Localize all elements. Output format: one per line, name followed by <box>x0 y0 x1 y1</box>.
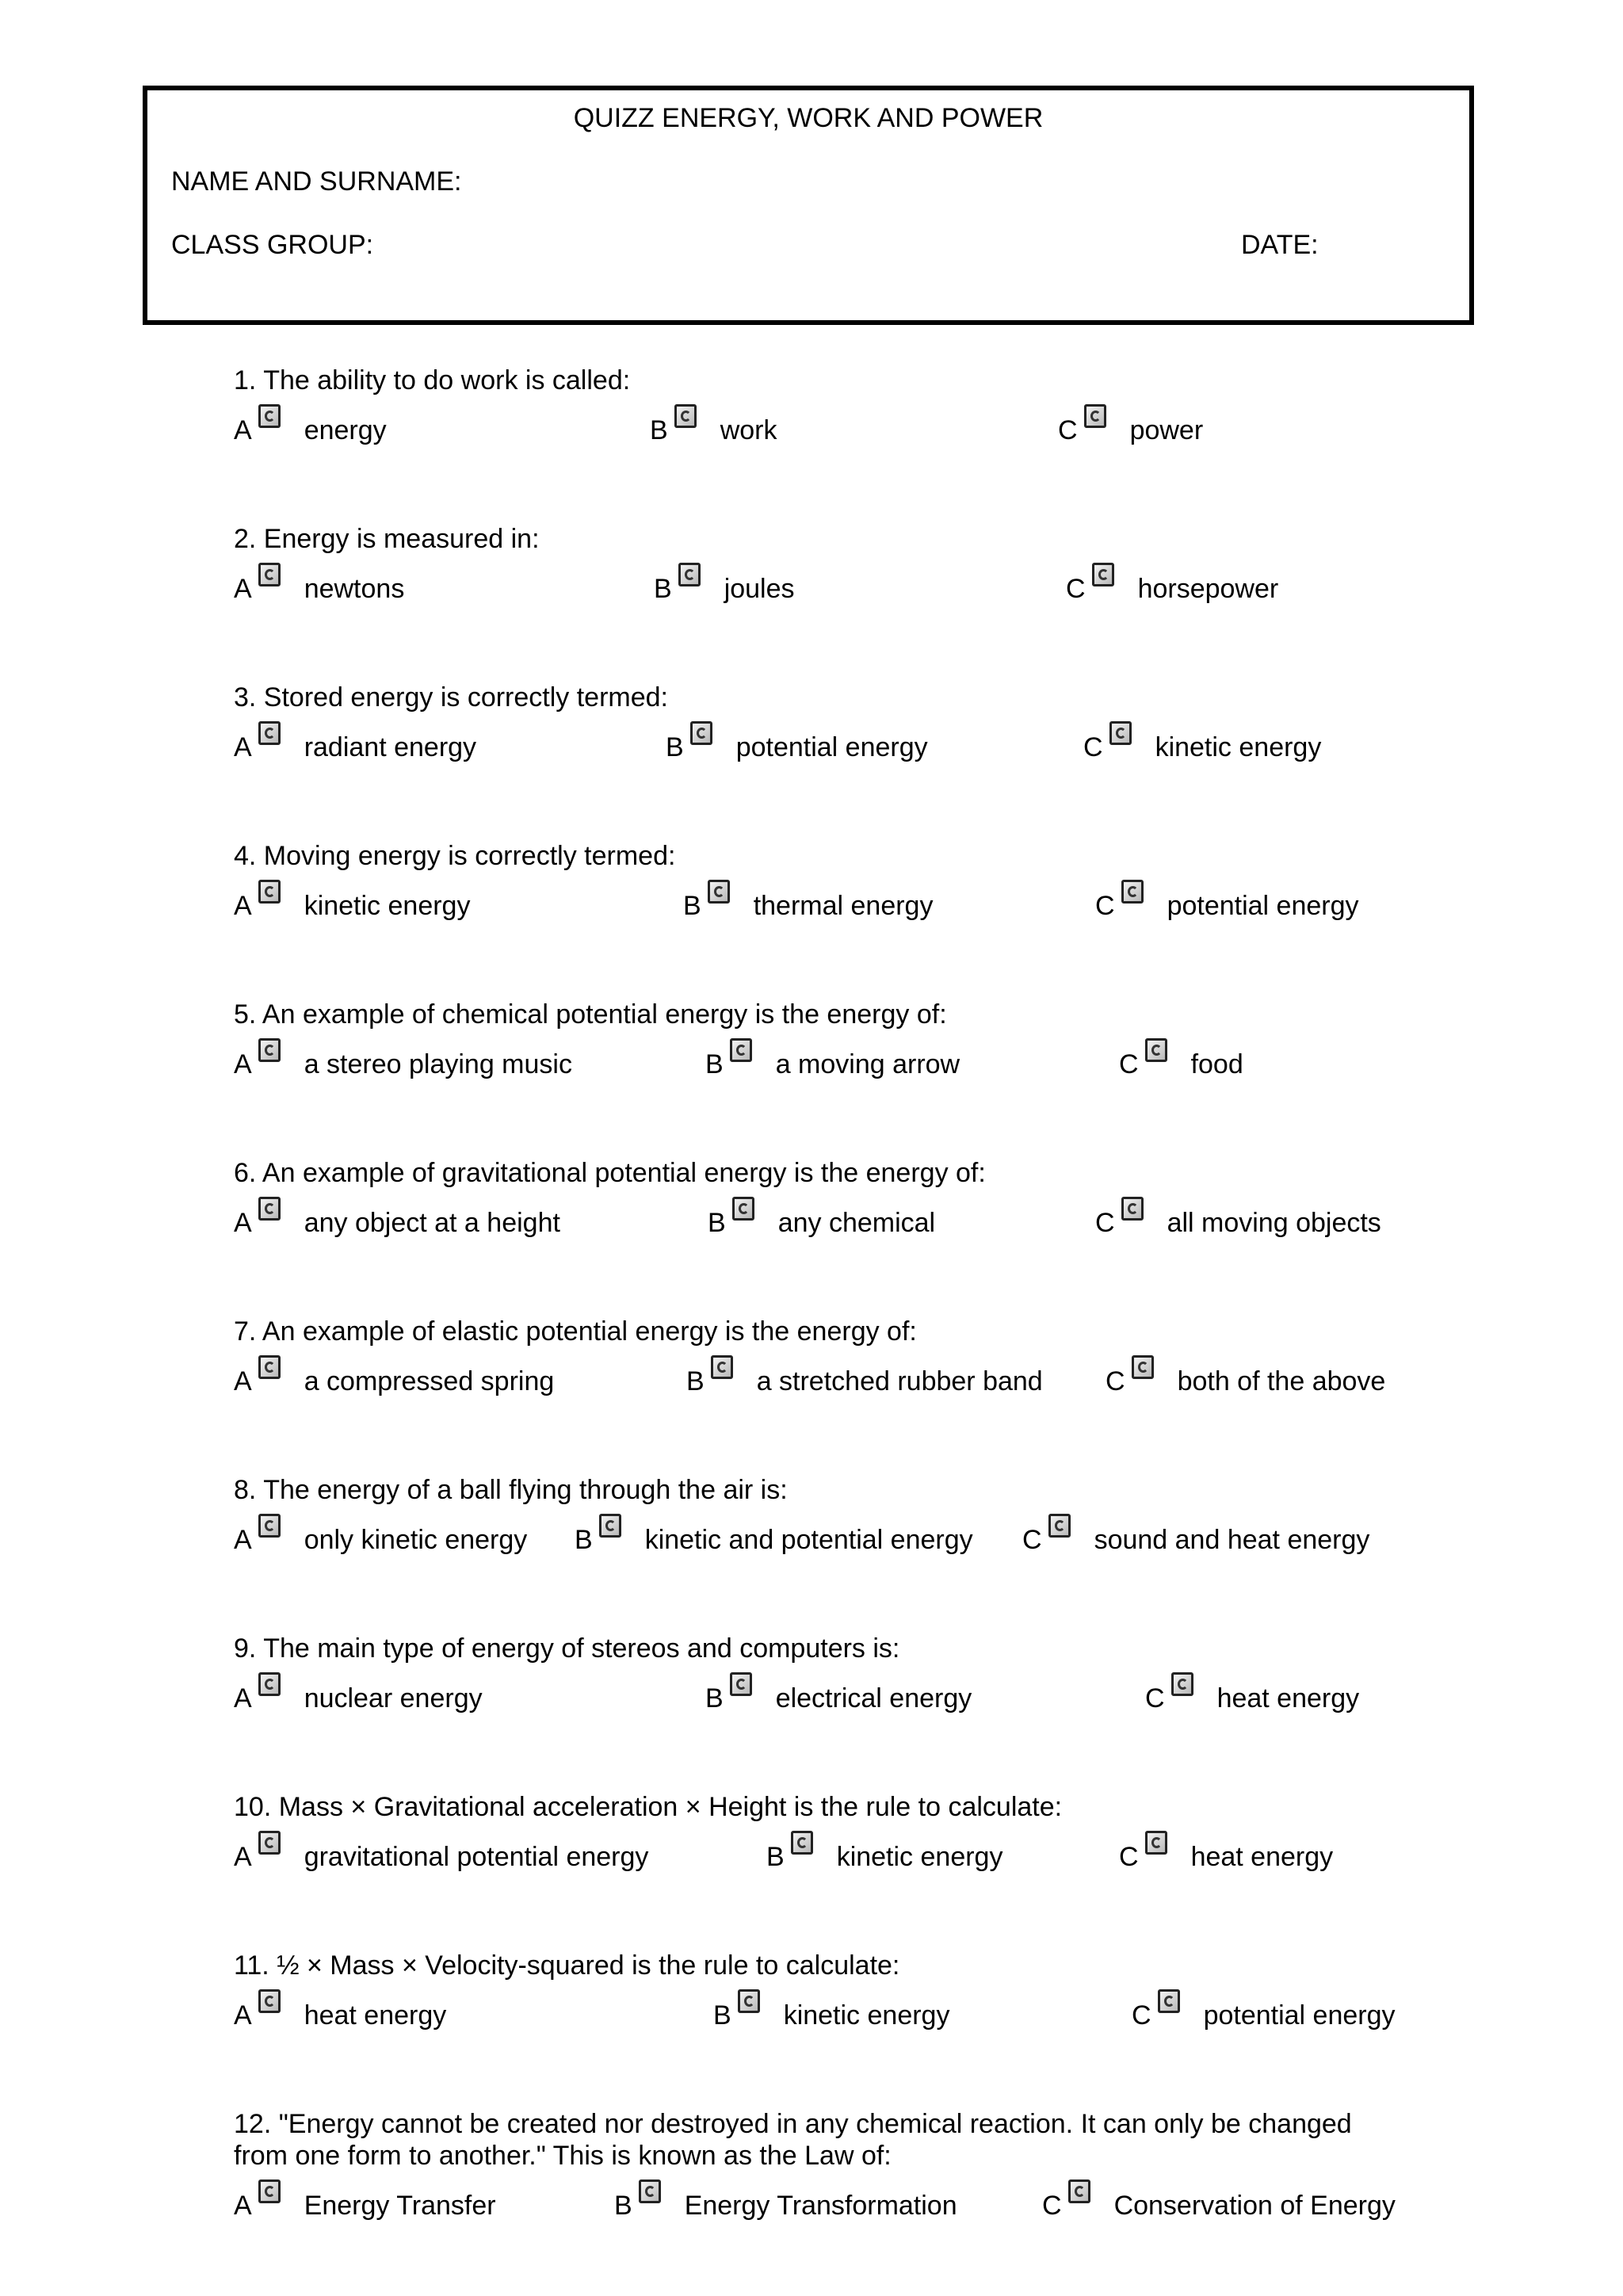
option-letter: B <box>614 2191 632 2221</box>
option-c[interactable] <box>1066 564 1278 605</box>
option-letter: C <box>1042 2191 1062 2221</box>
checkbox-icon[interactable] <box>258 721 281 745</box>
option-letter: B <box>766 1842 785 1872</box>
option-label: heat energy <box>1216 1683 1360 1713</box>
option-b[interactable] <box>713 1991 949 2031</box>
checkbox-icon[interactable] <box>1048 1514 1071 1538</box>
option-letter: A <box>234 1208 252 1238</box>
option-letter: C <box>1083 732 1103 762</box>
option-letter: C <box>1132 2000 1151 2030</box>
checkbox-icon[interactable] <box>708 880 730 904</box>
question-text: 9. The main type of energy of stereos and computers is: <box>234 1633 900 1664</box>
checkbox-icon[interactable] <box>1145 1831 1167 1855</box>
option-a[interactable] <box>234 2181 496 2222</box>
option-c[interactable] <box>1095 1198 1381 1239</box>
option-c[interactable] <box>1058 406 1203 446</box>
option-label: kinetic energy <box>783 2000 950 2030</box>
option-b[interactable] <box>666 723 928 763</box>
option-label: potential energy <box>1167 891 1359 921</box>
checkbox-icon[interactable] <box>1121 1197 1144 1221</box>
option-letter: C <box>1119 1842 1139 1872</box>
option-letter: C <box>1106 1366 1125 1396</box>
option-label: kinetic energy <box>304 891 471 921</box>
checkbox-icon[interactable] <box>791 1831 813 1855</box>
option-c[interactable] <box>1022 1515 1369 1556</box>
option-a[interactable] <box>234 1198 560 1239</box>
option-letter: B <box>713 2000 731 2030</box>
option-a[interactable] <box>234 1991 446 2031</box>
checkbox-icon[interactable] <box>738 1989 760 2013</box>
question-text: 11. ½ × Mass × Velocity-squared is the rule to calculate: <box>234 1950 900 1981</box>
option-label: Conservation of Energy <box>1113 2191 1396 2221</box>
option-c[interactable] <box>1083 723 1321 763</box>
checkbox-icon[interactable] <box>1158 1989 1180 2013</box>
checkbox-icon[interactable] <box>730 1038 752 1062</box>
question-11 <box>234 1950 1502 2108</box>
option-letter: B <box>686 1366 705 1396</box>
option-letter: B <box>654 574 672 604</box>
option-label: heat energy <box>304 2000 447 2030</box>
option-letter: B <box>683 891 701 921</box>
option-label: kinetic and potential energy <box>644 1525 973 1555</box>
option-c[interactable] <box>1119 1040 1243 1080</box>
checkbox-icon[interactable] <box>258 880 281 904</box>
option-a[interactable] <box>234 1832 648 1873</box>
option-label: work <box>720 415 777 445</box>
option-label: any object at a height <box>304 1208 560 1238</box>
option-label: kinetic energy <box>836 1842 1003 1872</box>
option-label: horsepower <box>1137 574 1279 604</box>
checkbox-icon[interactable] <box>1092 563 1114 586</box>
option-b[interactable] <box>705 1040 960 1080</box>
name-label: NAME AND SURNAME: <box>171 166 462 197</box>
option-c[interactable] <box>1119 1832 1333 1873</box>
option-label: only kinetic energy <box>304 1525 528 1555</box>
checkbox-icon[interactable] <box>1084 404 1106 428</box>
question-2 <box>234 523 1502 682</box>
option-label: a stereo playing music <box>304 1049 572 1079</box>
question-text: 7. An example of elastic potential energy is the energy of: <box>234 1316 917 1347</box>
option-letter: B <box>705 1683 724 1713</box>
checkbox-icon[interactable] <box>1171 1672 1193 1696</box>
option-c[interactable] <box>1145 1674 1359 1714</box>
checkbox-icon[interactable] <box>639 2179 661 2203</box>
checkbox-icon[interactable] <box>1145 1038 1167 1062</box>
option-label: a compressed spring <box>304 1366 555 1396</box>
option-label: joules <box>724 574 795 604</box>
checkbox-icon[interactable] <box>258 1197 281 1221</box>
option-letter: C <box>1066 574 1086 604</box>
option-a[interactable] <box>234 1040 572 1080</box>
option-letter: C <box>1145 1683 1165 1713</box>
question-text: 12. "Energy cannot be created nor destroyed in any chemical reaction. It can only be changed from one form to another." This is known as the Law of: <box>234 2109 1352 2171</box>
option-b[interactable] <box>705 1674 972 1714</box>
option-letter: A <box>234 574 252 604</box>
option-letter: B <box>708 1208 726 1238</box>
option-label: radiant energy <box>304 732 477 762</box>
option-letter: A <box>234 1683 252 1713</box>
checkbox-icon[interactable] <box>711 1355 733 1379</box>
question-text: 4. Moving energy is correctly termed: <box>234 841 676 871</box>
option-a[interactable] <box>234 1515 527 1556</box>
checkbox-icon[interactable] <box>1109 721 1132 745</box>
question-1 <box>234 365 1502 523</box>
option-label: power <box>1129 415 1204 445</box>
option-label: Energy Transfer <box>304 2191 496 2221</box>
checkbox-icon[interactable] <box>258 1038 281 1062</box>
checkbox-icon[interactable] <box>690 721 712 745</box>
question-text: 3. Stored energy is correctly termed: <box>234 682 669 712</box>
question-text: 8. The energy of a ball flying through the air is: <box>234 1475 788 1505</box>
question-10 <box>234 1791 1502 1950</box>
option-letter: A <box>234 2191 252 2221</box>
question-text: 1. The ability to do work is called: <box>234 365 631 395</box>
option-label: nuclear energy <box>304 1683 483 1713</box>
checkbox-icon[interactable] <box>258 1989 281 2013</box>
question-4 <box>234 840 1502 999</box>
question-text: 5. An example of chemical potential energy is the energy of: <box>234 999 947 1030</box>
option-label: heat energy <box>1190 1842 1334 1872</box>
question-8 <box>234 1474 1502 1633</box>
option-letter: C <box>1095 891 1115 921</box>
checkbox-icon[interactable] <box>678 563 701 586</box>
option-letter: C <box>1095 1208 1115 1238</box>
option-b[interactable] <box>766 1832 1002 1873</box>
option-b[interactable] <box>650 406 777 446</box>
option-a[interactable] <box>234 564 404 605</box>
checkbox-icon[interactable] <box>258 1514 281 1538</box>
question-text: 6. An example of gravitational potential energy is the energy of: <box>234 1158 986 1188</box>
option-label: food <box>1190 1049 1243 1079</box>
checkbox-icon[interactable] <box>258 2179 281 2203</box>
option-a[interactable] <box>234 406 387 446</box>
option-label: electrical energy <box>775 1683 972 1713</box>
option-letter: B <box>650 415 668 445</box>
option-c[interactable] <box>1095 881 1359 922</box>
checkbox-icon[interactable] <box>732 1197 754 1221</box>
option-letter: C <box>1058 415 1078 445</box>
question-7 <box>234 1316 1502 1474</box>
option-letter: A <box>234 1842 252 1872</box>
option-label: thermal energy <box>753 891 934 921</box>
quiz-title: QUIZZ ENERGY, WORK AND POWER <box>573 103 1044 133</box>
option-letter: B <box>705 1049 724 1079</box>
option-letter: A <box>234 415 252 445</box>
option-label: Energy Transformation <box>684 2191 957 2221</box>
option-letter: A <box>234 891 252 921</box>
option-c[interactable] <box>1042 2181 1396 2222</box>
option-label: any chemical <box>777 1208 936 1238</box>
option-a[interactable] <box>234 723 476 763</box>
option-label: sound and heat energy <box>1094 1525 1370 1555</box>
question-5 <box>234 999 1502 1157</box>
checkbox-icon[interactable] <box>730 1672 752 1696</box>
option-c[interactable] <box>1132 1991 1396 2031</box>
option-label: both of the above <box>1177 1366 1386 1396</box>
question-12 <box>234 2108 1502 2267</box>
option-label: kinetic energy <box>1155 732 1322 762</box>
checkbox-icon[interactable] <box>1068 2179 1090 2203</box>
option-letter: C <box>1119 1049 1139 1079</box>
checkbox-icon[interactable] <box>258 1355 281 1379</box>
option-b[interactable] <box>683 881 933 922</box>
option-letter: A <box>234 1366 252 1396</box>
option-letter: B <box>575 1525 593 1555</box>
option-c[interactable] <box>1106 1357 1385 1397</box>
option-a[interactable] <box>234 1357 554 1397</box>
option-label: energy <box>304 415 387 445</box>
option-letter: A <box>234 1049 252 1079</box>
question-3 <box>234 682 1502 840</box>
date-label: DATE: <box>1241 230 1319 260</box>
option-label: potential energy <box>1203 2000 1396 2030</box>
checkbox-icon[interactable] <box>258 1672 281 1696</box>
option-letter: A <box>234 732 252 762</box>
question-text: 10. Mass × Gravitational acceleration × Height is the rule to calculate: <box>234 1792 1063 1822</box>
option-b[interactable] <box>686 1357 1043 1397</box>
option-letter: C <box>1022 1525 1042 1555</box>
option-b[interactable] <box>708 1198 935 1239</box>
option-letter: B <box>666 732 684 762</box>
checkbox-icon[interactable] <box>1132 1355 1154 1379</box>
checkbox-icon[interactable] <box>1121 880 1144 904</box>
checkbox-icon[interactable] <box>599 1514 621 1538</box>
option-label: newtons <box>304 574 405 604</box>
option-a[interactable] <box>234 881 470 922</box>
class-label: CLASS GROUP: <box>171 230 374 260</box>
option-label: a stretched rubber band <box>756 1366 1043 1396</box>
option-b[interactable] <box>614 2181 957 2222</box>
option-label: all moving objects <box>1167 1208 1381 1238</box>
option-b[interactable] <box>575 1515 973 1556</box>
option-label: a moving arrow <box>775 1049 960 1079</box>
question-text: 2. Energy is measured in: <box>234 524 540 554</box>
checkbox-icon[interactable] <box>258 1831 281 1855</box>
option-label: potential energy <box>735 732 928 762</box>
question-6 <box>234 1157 1502 1316</box>
checkbox-icon[interactable] <box>258 563 281 586</box>
option-b[interactable] <box>654 564 795 605</box>
header-box <box>143 86 1474 325</box>
checkbox-icon[interactable] <box>674 404 697 428</box>
question-9 <box>234 1633 1502 1791</box>
checkbox-icon[interactable] <box>258 404 281 428</box>
option-letter: A <box>234 2000 252 2030</box>
option-letter: A <box>234 1525 252 1555</box>
option-label: gravitational potential energy <box>304 1842 649 1872</box>
question-list <box>234 365 1502 2267</box>
option-a[interactable] <box>234 1674 483 1714</box>
